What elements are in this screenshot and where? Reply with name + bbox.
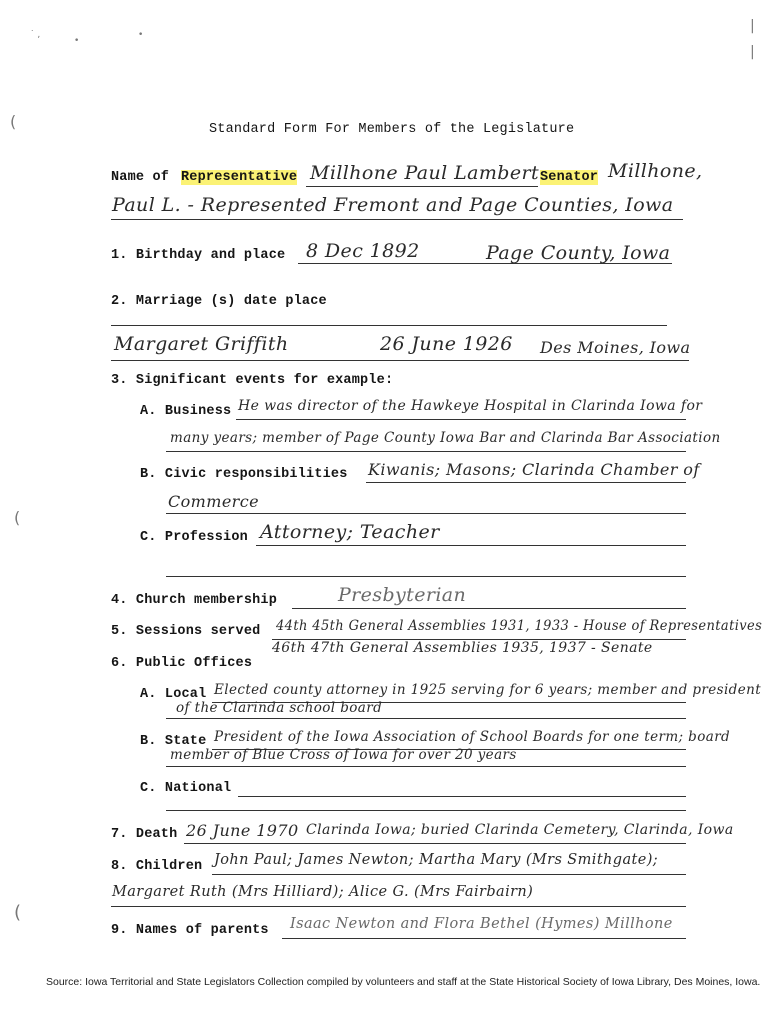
- state-text-2: member of Blue Cross of Iowa for over 20 years: [170, 747, 517, 763]
- public-offices-label: 6. Public Offices: [111, 656, 253, 671]
- local-label: A. Local: [140, 687, 207, 702]
- national-line-2: [166, 810, 686, 811]
- death-place: Clarinda Iowa; buried Clarinda Cemetery, Clarinda, Iowa: [306, 822, 734, 838]
- church-line: [292, 608, 686, 609]
- birth-date: 8 Dec 1892: [306, 240, 420, 262]
- civic-text-1: Kiwanis; Masons; Clarinda Chamber of: [368, 460, 700, 479]
- sessions-label: 5. Sessions served: [111, 624, 261, 639]
- business-text-2: many years; member of Page County Iowa Bar and Clarinda Bar Association: [170, 430, 721, 446]
- children-text-1: John Paul; James Newton; Martha Mary (Mrs Smithgate);: [214, 852, 659, 868]
- business-text-1: He was director of the Hawkeye Hospital in Clarinda Iowa for: [238, 398, 703, 414]
- local-line-2: [166, 718, 686, 719]
- birth-place: Page County, Iowa: [486, 242, 671, 264]
- name-of-label: Name of: [111, 170, 170, 185]
- marriage-line-2: [111, 360, 689, 361]
- scan-speck: •: [74, 36, 80, 46]
- church-text: Presbyterian: [338, 584, 467, 606]
- death-date: 26 June 1970: [186, 821, 299, 840]
- sessions-text-2: 46th 47th General Assemblies 1935, 1937 - Senate: [272, 640, 653, 656]
- state-label: B. State: [140, 734, 207, 749]
- source-note: Source: Iowa Territorial and State Legislators Collection compiled by volunteers and staff at the State Historical Society of Iowa Library, Des Moines, Iowa.: [46, 976, 761, 988]
- representative-label: Representative: [181, 170, 298, 185]
- scan-speck: ˙ ,: [30, 30, 41, 40]
- marriage-place: Des Moines, Iowa: [540, 338, 691, 357]
- children-label: 8. Children: [111, 859, 203, 874]
- marriage-line-1: [111, 325, 667, 326]
- senator-name: Millhone,: [608, 160, 703, 182]
- civic-line-1: [366, 482, 686, 483]
- children-line-1: [212, 874, 686, 875]
- national-line-1: [238, 796, 686, 797]
- civic-label: B. Civic responsibilities: [140, 467, 348, 482]
- scan-edge-mark: (: [14, 508, 21, 527]
- scan-edge-mark: |: [750, 18, 755, 34]
- national-label: C. National: [140, 781, 232, 796]
- profession-text: Attorney; Teacher: [260, 521, 440, 543]
- state-text-1: President of the Iowa Association of School Boards for one term; board: [214, 729, 731, 745]
- local-text-1: Elected county attorney in 1925 serving for 6 years; member and president: [214, 682, 762, 698]
- parents-line: [282, 938, 686, 939]
- profession-line-2: [166, 576, 686, 577]
- marriage-spouse: Margaret Griffith: [114, 333, 289, 355]
- business-line-2: [166, 451, 686, 452]
- representative-name: Millhone Paul Lambert: [310, 162, 539, 184]
- significant-events-label: 3. Significant events for example:: [111, 373, 394, 388]
- marriage-label: 2. Marriage (s) date place: [111, 294, 327, 309]
- marriage-date: 26 June 1926: [380, 333, 513, 355]
- representative-line: [306, 186, 538, 187]
- scan-speck: •: [138, 30, 144, 40]
- business-line-1: [236, 419, 686, 420]
- scan-edge-mark: (: [14, 902, 22, 923]
- children-text-2: Margaret Ruth (Mrs Hilliard); Alice G. (Mrs Fairbairn): [112, 884, 534, 900]
- civic-line-2: [166, 513, 686, 514]
- children-line-2: [111, 906, 686, 907]
- parents-label: 9. Names of parents: [111, 923, 269, 938]
- business-label: A. Business: [140, 404, 232, 419]
- state-line-2: [166, 766, 686, 767]
- scan-edge-mark: (: [10, 112, 17, 131]
- scan-edge-mark: |: [750, 44, 755, 60]
- profession-line-1: [256, 545, 686, 546]
- civic-text-2: Commerce: [168, 492, 259, 511]
- profession-label: C. Profession: [140, 530, 248, 545]
- name-line-2-text: Paul L. - Represented Fremont and Page Counties, Iowa: [112, 194, 674, 216]
- death-label: 7. Death: [111, 827, 178, 842]
- church-label: 4. Church membership: [111, 593, 278, 608]
- parents-text: Isaac Newton and Flora Bethel (Hymes) Millhone: [290, 916, 673, 932]
- birthday-label: 1. Birthday and place: [111, 248, 286, 263]
- senator-label: Senator: [540, 170, 599, 185]
- name-line-2: [111, 219, 683, 220]
- death-line: [184, 843, 686, 844]
- sessions-text-1: 44th 45th General Assemblies 1931, 1933 - House of Representatives: [276, 618, 763, 634]
- local-text-2: of the Clarinda school board: [176, 700, 383, 716]
- form-title: Standard Form For Members of the Legislature: [209, 122, 575, 137]
